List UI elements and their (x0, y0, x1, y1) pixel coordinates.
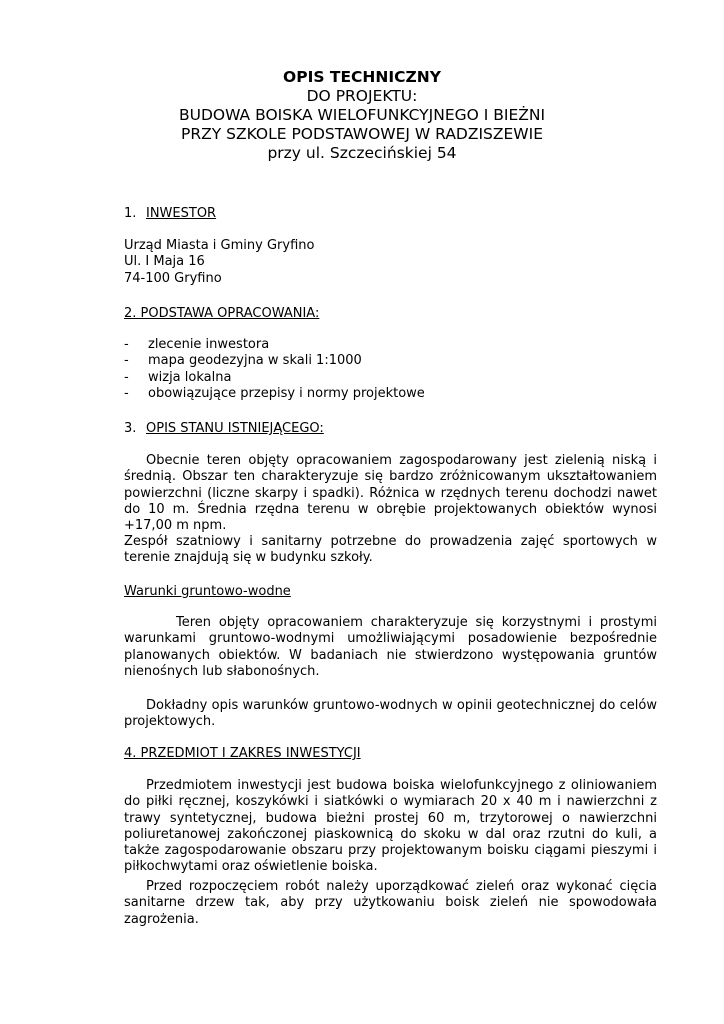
list-bullet: - (124, 337, 129, 352)
list-bullet: - (124, 353, 129, 369)
existing-state-paragraph: Obecnie teren objęty opracowaniem zagospodarowany jest zielenią niską i średnią. Obszar ten charakteryzuje się bardzo zróżnicowanym ukształtowaniem powierzchni (liczne skarpy i spadki). Różnica w rzędnych terenu dochodzi nawet do 10 m. Średnia rzędna terenu w obrębie projektowanych obiektów wynosi +17,00 m npm. (124, 453, 657, 534)
section-2-heading: 2. PODSTAWA OPRACOWANIA: (124, 306, 320, 321)
list-item-text: wizja lokalna (148, 369, 232, 385)
address-line: 74-100 Gryfino (124, 270, 222, 286)
list-bullet: - (124, 385, 129, 401)
section-4-heading: 4. PRZEDMIOT I ZAKRES INWESTYCJI (124, 746, 361, 761)
list-bullet: - (124, 369, 129, 385)
section-1-title: INWESTOR (146, 206, 217, 221)
section-1-heading (124, 206, 657, 222)
title-block (0, 68, 724, 163)
list-item-text: obowiązujące przepisy i normy projektowe (148, 385, 425, 401)
list-item (124, 337, 657, 353)
preparation-paragraph: Przed rozpoczęciem robót należy uporządkować zieleń oraz wykonać cięcia sanitarne drzew tak, aby przy użytkowaniu boisk zieleń nie spowodowała zagrożenia. (124, 879, 657, 927)
investment-scope-paragraph: Przedmiotem inwestycji jest budowa boiska wielofunkcyjnego z oliniowaniem do piłki ręcznej, koszykówki i siatkówki o wymiarach 20 x 40 m i nawierzchni z trawy syntetycznej, budowa bieżni prostej 60 m, trzytorowej o nawierzchni poliuretanowej zakończonej piaskownicą do skoku w dal oraz rzutni do kuli, a także zagospodarowanie obszaru przy projektowanym boisku ciągami pieszymi i piłkochwytami oraz oświetlenie boiska. (124, 778, 657, 875)
section-3-title: OPIS STANU ISTNIEJĄCEGO: (146, 421, 324, 436)
title-line-3: BUDOWA BOISKA WIELOFUNKCYJNEGO I BIEŻNI (178, 106, 546, 124)
list-item (124, 386, 657, 402)
title-line-4: PRZY SZKOLE PODSTAWOWEJ W RADZISZEWIE (180, 125, 543, 143)
list-item-text: mapa geodezyjna w skali 1:1000 (148, 353, 362, 369)
title-line-2: DO PROJEKTU: (306, 87, 418, 105)
section-3-number: 3. (124, 421, 137, 436)
soil-conditions-subheading: Warunki gruntowo-wodne (124, 584, 291, 599)
soil-conditions-paragraph: Teren objęty opracowaniem charakteryzuje się korzystnymi i prostymi warunkami gruntowo-wodnymi umożliwiającymi posadowienie bezpośrednie planowanych obiektów. W badaniach nie stwierdzono występowania gruntów nienośnych lub słabonośnych. (124, 615, 657, 679)
title-line-5: przy ul. Szczecińskiej 54 (267, 144, 457, 162)
address-line: Urząd Miasta i Gminy Gryfino (124, 238, 315, 253)
facilities-paragraph: Zespół szatniowy i sanitarny potrzebne do prowadzenia zajęć sportowych w terenie znajdują się w budynku szkoły. (124, 534, 657, 566)
document-title: OPIS TECHNICZNY (283, 68, 441, 86)
list-item (124, 370, 657, 386)
section-1-number: 1. (124, 206, 137, 221)
address-line: Ul. I Maja 16 (124, 254, 205, 270)
basis-list (124, 337, 657, 402)
section-3-heading (124, 421, 657, 437)
investor-address (124, 238, 657, 287)
geotechnical-note-paragraph: Dokładny opis warunków gruntowo-wodnych w opinii geotechnicznej do celów projektowych. (124, 698, 657, 730)
list-item-text: zlecenie inwestora (148, 337, 270, 352)
list-item (124, 353, 657, 369)
